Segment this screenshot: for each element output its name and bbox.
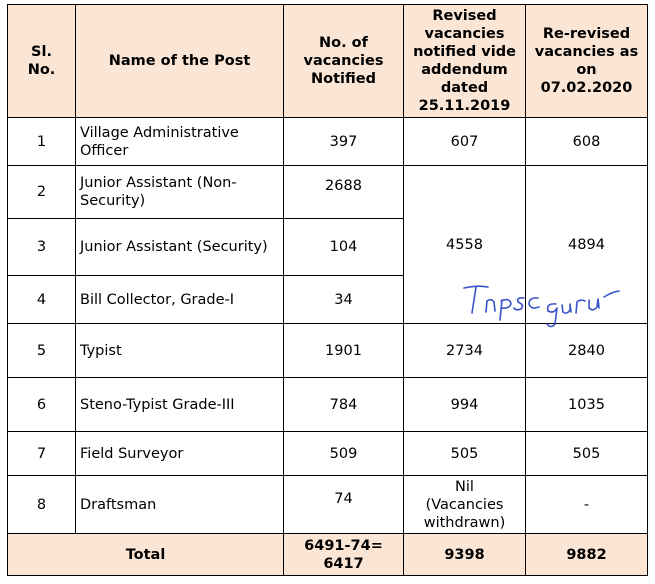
cell-post: Draftsman — [76, 476, 284, 534]
cell-rerevised: 1035 — [526, 378, 648, 432]
cell-notified: 397 — [284, 118, 404, 166]
table-row — [8, 432, 648, 476]
cell-rerevised-merged: 4894 — [526, 166, 648, 324]
cell-notified: 1901 — [284, 324, 404, 378]
cell-revised: 505 — [404, 432, 526, 476]
total-label: Total — [8, 534, 284, 576]
header-notified: No. of vacancies Notified — [284, 5, 404, 118]
cell-post: Bill Collector, Grade-I — [76, 276, 284, 324]
cell-revised: Nil (Vacancies withdrawn) — [404, 476, 526, 534]
table-row — [8, 166, 648, 219]
cell-revised: 994 — [404, 378, 526, 432]
cell-notified: 784 — [284, 378, 404, 432]
cell-rerevised: - — [526, 476, 648, 534]
total-revised: 9398 — [404, 534, 526, 576]
cell-post: Steno-Typist Grade-III — [76, 378, 284, 432]
cell-revised: 2734 — [404, 324, 526, 378]
cell-post: Junior Assistant (Security) — [76, 219, 284, 276]
cell-rerevised: 2840 — [526, 324, 648, 378]
table-row — [8, 324, 648, 378]
table-row — [8, 378, 648, 432]
cell-sl: 4 — [8, 276, 76, 324]
table-row — [8, 118, 648, 166]
total-rerevised: 9882 — [526, 534, 648, 576]
cell-post: Village Administrative Officer — [76, 118, 284, 166]
cell-sl: 8 — [8, 476, 76, 534]
vacancy-table — [7, 4, 648, 576]
cell-notified: 2688 — [284, 166, 404, 219]
cell-sl: 6 — [8, 378, 76, 432]
cell-sl: 3 — [8, 219, 76, 276]
cell-notified: 104 — [284, 219, 404, 276]
cell-notified: 74 — [284, 476, 404, 534]
header-revised: Revised vacancies notified vide addendum dated 25.11.2019 — [404, 5, 526, 118]
cell-sl: 2 — [8, 166, 76, 219]
cell-notified: 34 — [284, 276, 404, 324]
total-row — [8, 534, 648, 576]
cell-sl: 7 — [8, 432, 76, 476]
cell-revised: 607 — [404, 118, 526, 166]
header-rerevised: Re-revised vacancies as on 07.02.2020 — [526, 5, 648, 118]
cell-rerevised: 505 — [526, 432, 648, 476]
cell-post: Field Surveyor — [76, 432, 284, 476]
cell-sl: 1 — [8, 118, 76, 166]
total-notified: 6491-74= 6417 — [284, 534, 404, 576]
header-sl-no: Sl. No. — [8, 5, 76, 118]
header-row — [8, 5, 648, 118]
cell-post: Junior Assistant (Non-Security) — [76, 166, 284, 219]
cell-notified: 509 — [284, 432, 404, 476]
cell-post: Typist — [76, 324, 284, 378]
table-row — [8, 476, 648, 534]
cell-sl: 5 — [8, 324, 76, 378]
cell-revised-merged: 4558 — [404, 166, 526, 324]
cell-rerevised: 608 — [526, 118, 648, 166]
header-post-name: Name of the Post — [76, 5, 284, 118]
